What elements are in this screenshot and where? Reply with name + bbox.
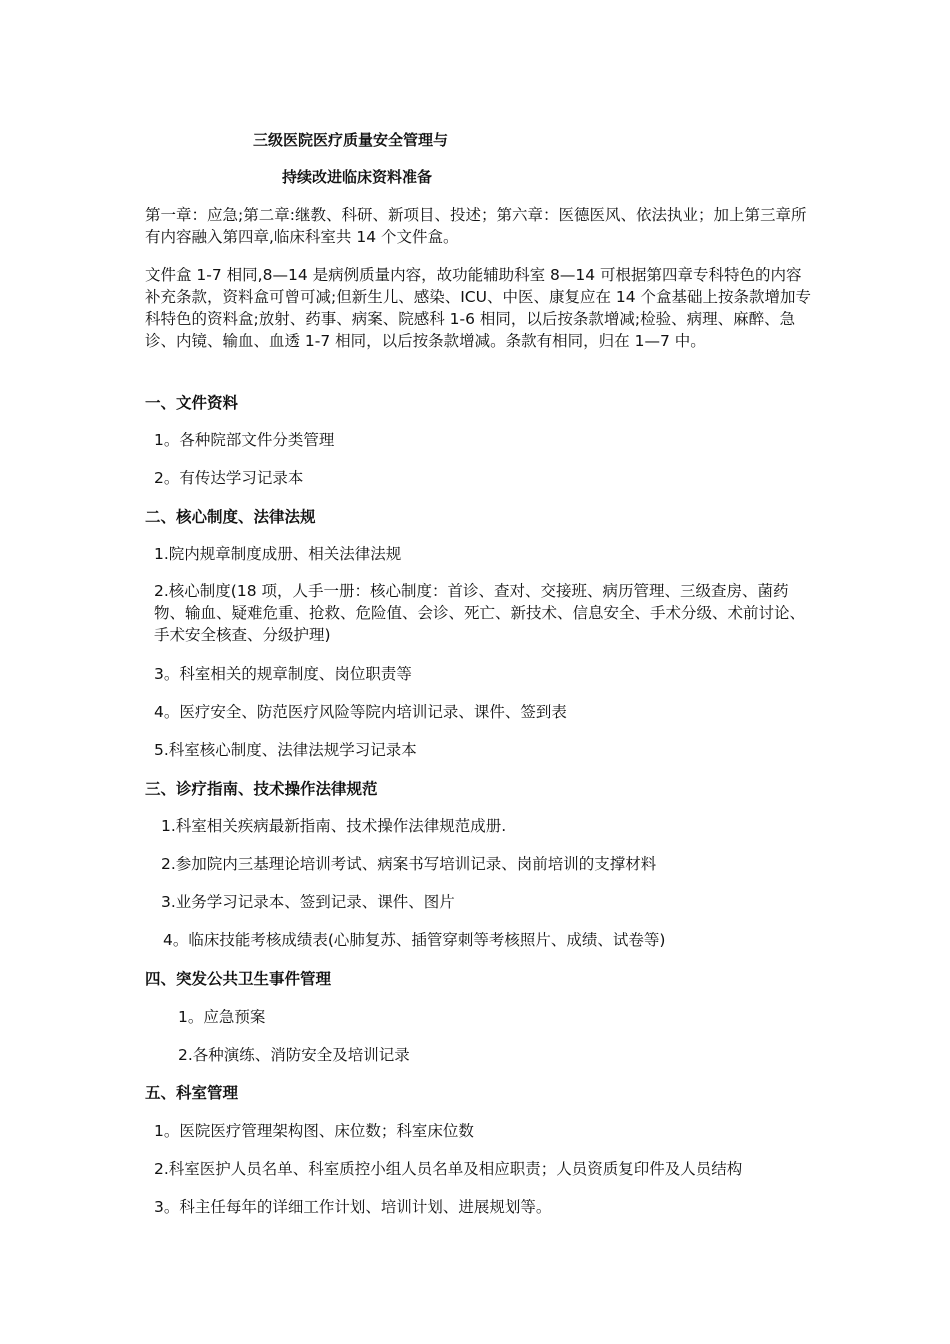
section-3-item-1: 1.科室相关疾病最新指南、技术操作法律规范成册. [161, 817, 507, 835]
section-5-item-2: 2.科室医护人员名单、科室质控小组人员名单及相应职责；人员资质复印件及人员结构 [154, 1160, 743, 1178]
document-title-line-2: 持续改进临床资料准备 [282, 168, 433, 186]
section-heading-1: 一、文件资料 [145, 394, 239, 412]
section-4-item-1: 1。应急预案 [178, 1008, 266, 1026]
scope-paragraph: 文件盒 1-7 相同,8—14 是病例质量内容，故功能辅助科室 8—14 可根据第四章专科特色的内容补充条款，资料盒可曾可减;但新生儿、感染、ICU、中医、康复应在 14 个盒基础上按条款增加专科特色的资料盒;放射、药事、病案、院感科 1-6 相同，以后按条款增减;检验、病理、麻醉、急诊、内镜、输血、血透 1-7 相同，以后按条款增减。条款有相同，归在 1—7 中。 [145, 266, 812, 350]
section-3-item-3: 3.业务学习记录本、签到记录、课件、图片 [161, 893, 455, 911]
section-1-item-2: 2。有传达学习记录本 [154, 469, 304, 487]
section-2-item-4: 4。医疗安全、防范医疗风险等院内培训记录、课件、签到表 [154, 703, 567, 721]
section-5-item-1: 1。医院医疗管理架构图、床位数；科室床位数 [154, 1122, 474, 1140]
section-heading-5: 五、科室管理 [145, 1084, 239, 1102]
intro-paragraph: 第一章：应急;第二章:继教、科研、新项目、投述；第六章：医德医风、依法执业；加上第三章所有内容融入第四章,临床科室共 14 个文件盒。 [145, 206, 807, 246]
section-heading-2: 二、核心制度、法律法规 [145, 508, 316, 526]
section-2-item-1: 1.院内规章制度成册、相关法律法规 [154, 545, 402, 563]
section-heading-3: 三、诊疗指南、技术操作法律规范 [145, 780, 378, 798]
section-4-item-2: 2.各种演练、消防安全及培训记录 [178, 1046, 410, 1064]
section-heading-4: 四、突发公共卫生事件管理 [145, 970, 332, 988]
section-3-item-2: 2.参加院内三基理论培训考试、病案书写培训记录、岗前培训的支撑材料 [161, 855, 657, 873]
section-1-item-1: 1。各种院部文件分类管理 [154, 431, 335, 449]
section-2-item-2: 2.核心制度(18 项，人手一册：核心制度：首诊、查对、交接班、病历管理、三级查房、菌药物、输血、疑难危重、抢救、危险值、会诊、死亡、新技术、信息安全、手术分级、术前讨论、手术安全核查、分级护理) [154, 582, 806, 644]
document-title-line-1: 三级医院医疗质量安全管理与 [253, 131, 449, 149]
section-3-item-4: 4。临床技能考核成绩表(心肺复苏、插管穿刺等考核照片、成绩、试卷等) [163, 931, 666, 949]
section-2-item-5: 5.科室核心制度、法律法规学习记录本 [154, 741, 417, 759]
section-2-item-3: 3。科室相关的规章制度、岗位职责等 [154, 665, 412, 683]
section-5-item-3: 3。科主任每年的详细工作计划、培训计划、进展规划等。 [154, 1198, 552, 1216]
